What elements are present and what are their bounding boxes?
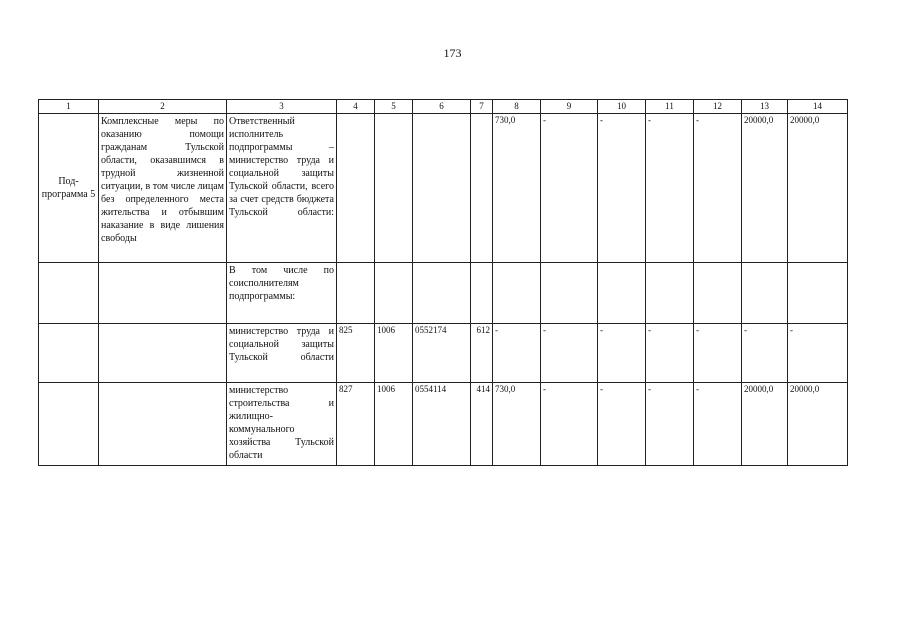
cell-c7 — [471, 263, 493, 324]
col-header: 6 — [413, 100, 471, 114]
table-row — [39, 383, 848, 466]
cell-c14: - — [788, 324, 848, 383]
col-header: 3 — [227, 100, 337, 114]
cell-c5: 1006 — [375, 383, 413, 466]
cell-c13: 20000,0 — [742, 383, 788, 466]
cell-c10 — [598, 263, 646, 324]
cell-c13: - — [742, 324, 788, 383]
cell-c6: 0552174 — [413, 324, 471, 383]
col-header: 10 — [598, 100, 646, 114]
cell-c4: 825 — [337, 324, 375, 383]
cell-c4 — [337, 114, 375, 263]
col-header: 13 — [742, 100, 788, 114]
subprogram-label: Под-программа 5 — [39, 114, 99, 263]
col-header: 8 — [493, 100, 541, 114]
table-row — [39, 263, 848, 324]
col-header: 2 — [99, 100, 227, 114]
cell-c10: - — [598, 383, 646, 466]
cell-c2 — [99, 383, 227, 466]
responsible-executor: Ответственный исполнитель подпрограммы – министерство труда и социальной защиты Тульской области, всего за счет средств бюджета Тульской области: — [227, 114, 337, 263]
budget-table — [38, 99, 848, 466]
cell-c1 — [39, 263, 99, 324]
cell-c9: - — [541, 383, 598, 466]
cell-c12: - — [694, 383, 742, 466]
cell-c13 — [742, 263, 788, 324]
cell-c12 — [694, 263, 742, 324]
cell-c9 — [541, 263, 598, 324]
co-executor-name: министерство строительства и жилищно-коммунального хозяйства Тульской области — [227, 383, 337, 466]
page-number: 173 — [443, 46, 462, 60]
cell-c7 — [471, 114, 493, 263]
col-header: 1 — [39, 100, 99, 114]
cell-c10: - — [598, 324, 646, 383]
cell-c11: - — [646, 114, 694, 263]
cell-c1 — [39, 383, 99, 466]
co-executor-name: министерство труда и социальной защиты Тульской области — [227, 324, 337, 383]
cell-c2 — [99, 324, 227, 383]
col-header: 11 — [646, 100, 694, 114]
col-header: 7 — [471, 100, 493, 114]
cell-c14: 20000,0 — [788, 383, 848, 466]
subprogram-title: Комплексные меры по оказанию помощи гражданам Тульской области, оказавшимся в трудной жизненной ситуации, в том числе лицам без определенного места жительства и отбывшим наказание в виде лишения свободы — [99, 114, 227, 263]
cell-c6 — [413, 114, 471, 263]
cell-c12: - — [694, 324, 742, 383]
cell-c6: 0554114 — [413, 383, 471, 466]
cell-c8: 730,0 — [493, 383, 541, 466]
cell-c2 — [99, 263, 227, 324]
cell-c13: 20000,0 — [742, 114, 788, 263]
cell-c14: 20000,0 — [788, 114, 848, 263]
cell-c6 — [413, 263, 471, 324]
cell-c7: 414 — [471, 383, 493, 466]
col-header: 5 — [375, 100, 413, 114]
co-executors-heading: В том числе по соисполнителям подпрограммы: — [227, 263, 337, 324]
cell-c7: 612 — [471, 324, 493, 383]
cell-c4 — [337, 263, 375, 324]
cell-c10: - — [598, 114, 646, 263]
cell-c4: 827 — [337, 383, 375, 466]
table-row — [39, 324, 848, 383]
cell-c9: - — [541, 114, 598, 263]
col-header: 4 — [337, 100, 375, 114]
cell-c8: 730,0 — [493, 114, 541, 263]
cell-c5: 1006 — [375, 324, 413, 383]
cell-c11: - — [646, 383, 694, 466]
cell-c8: - — [493, 324, 541, 383]
col-header: 12 — [694, 100, 742, 114]
cell-c9: - — [541, 324, 598, 383]
col-header: 14 — [788, 100, 848, 114]
cell-c5 — [375, 263, 413, 324]
cell-c1 — [39, 324, 99, 383]
cell-c14 — [788, 263, 848, 324]
cell-c11: - — [646, 324, 694, 383]
header-row — [39, 100, 848, 114]
cell-c12: - — [694, 114, 742, 263]
col-header: 9 — [541, 100, 598, 114]
cell-c8 — [493, 263, 541, 324]
table-row — [39, 114, 848, 263]
cell-c11 — [646, 263, 694, 324]
cell-c5 — [375, 114, 413, 263]
